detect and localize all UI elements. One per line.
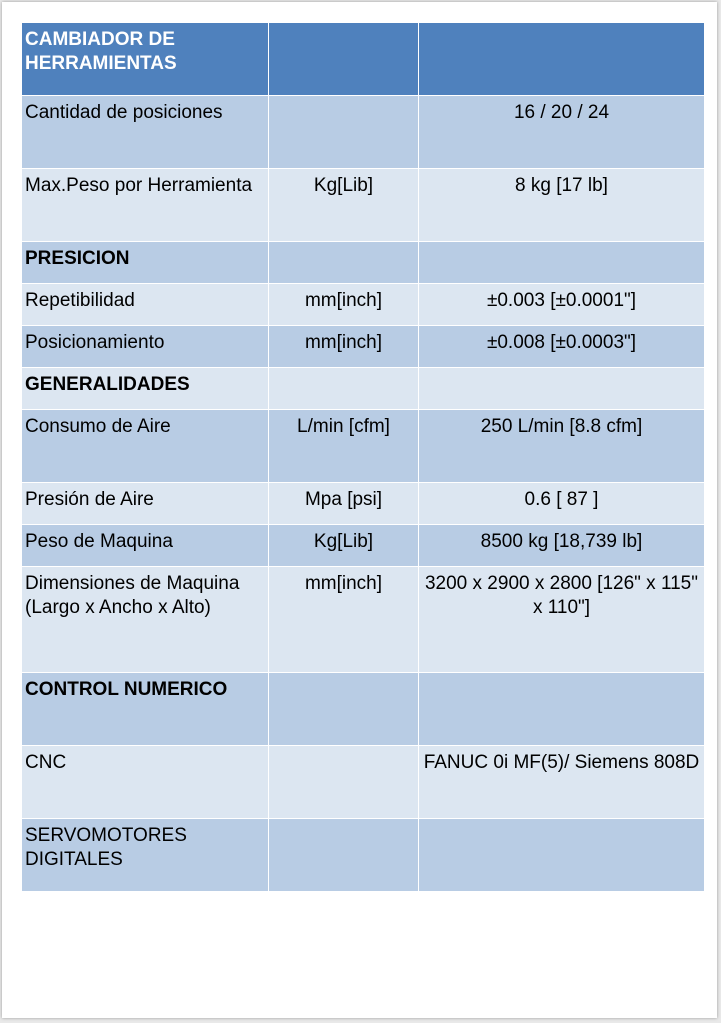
row-label: SERVOMOTORES DIGITALES (22, 819, 269, 892)
row-value: ±0.003 [±0.0001"] (419, 284, 705, 326)
section-header-precision (22, 242, 705, 284)
table-row (22, 746, 705, 819)
row-label: Cantidad de posiciones (22, 96, 269, 169)
row-label: Max.Peso por Herramienta (22, 169, 269, 242)
row-label: Dimensiones de Maquina (Largo x Ancho x Alto) (22, 567, 269, 673)
row-unit (269, 673, 419, 746)
table-row (22, 326, 705, 368)
row-label: GENERALIDADES (22, 368, 269, 410)
row-unit: L/min [cfm] (269, 410, 419, 483)
document-page (2, 2, 717, 1018)
row-value (419, 673, 705, 746)
row-label: Repetibilidad (22, 284, 269, 326)
section-header-tool-changer (22, 23, 705, 96)
row-label: CAMBIADOR DE HERRAMIENTAS (22, 23, 269, 96)
row-unit: Kg[Lib] (269, 525, 419, 567)
row-value: ±0.008 [±0.0003"] (419, 326, 705, 368)
row-value: FANUC 0i MF(5)/ Siemens 808D (419, 746, 705, 819)
row-unit (269, 96, 419, 169)
row-label: Presión de Aire (22, 483, 269, 525)
table-row (22, 483, 705, 525)
row-label: CONTROL NUMERICO (22, 673, 269, 746)
row-value (419, 368, 705, 410)
row-unit (269, 819, 419, 892)
table-row (22, 525, 705, 567)
row-value (419, 242, 705, 284)
row-label: Consumo de Aire (22, 410, 269, 483)
row-value (419, 23, 705, 96)
table-row (22, 819, 705, 892)
table-row (22, 169, 705, 242)
row-unit (269, 368, 419, 410)
row-unit: mm[inch] (269, 284, 419, 326)
row-label: Peso de Maquina (22, 525, 269, 567)
table-row (22, 96, 705, 169)
specifications-table (21, 22, 705, 892)
section-header-numeric-control (22, 673, 705, 746)
row-value: 16 / 20 / 24 (419, 96, 705, 169)
row-value: 8500 kg [18,739 lb] (419, 525, 705, 567)
row-label: PRESICION (22, 242, 269, 284)
table-row (22, 567, 705, 673)
table-row (22, 284, 705, 326)
row-unit (269, 23, 419, 96)
table-row (22, 410, 705, 483)
section-header-general (22, 368, 705, 410)
row-unit (269, 242, 419, 284)
row-value: 8 kg [17 lb] (419, 169, 705, 242)
row-label: Posicionamiento (22, 326, 269, 368)
row-unit: mm[inch] (269, 326, 419, 368)
row-unit: Mpa [psi] (269, 483, 419, 525)
row-label: CNC (22, 746, 269, 819)
row-unit (269, 746, 419, 819)
row-unit: Kg[Lib] (269, 169, 419, 242)
row-unit: mm[inch] (269, 567, 419, 673)
row-value: 3200 x 2900 x 2800 [126" x 115" x 110"] (419, 567, 705, 673)
row-value: 0.6 [ 87 ] (419, 483, 705, 525)
row-value (419, 819, 705, 892)
row-value: 250 L/min [8.8 cfm] (419, 410, 705, 483)
